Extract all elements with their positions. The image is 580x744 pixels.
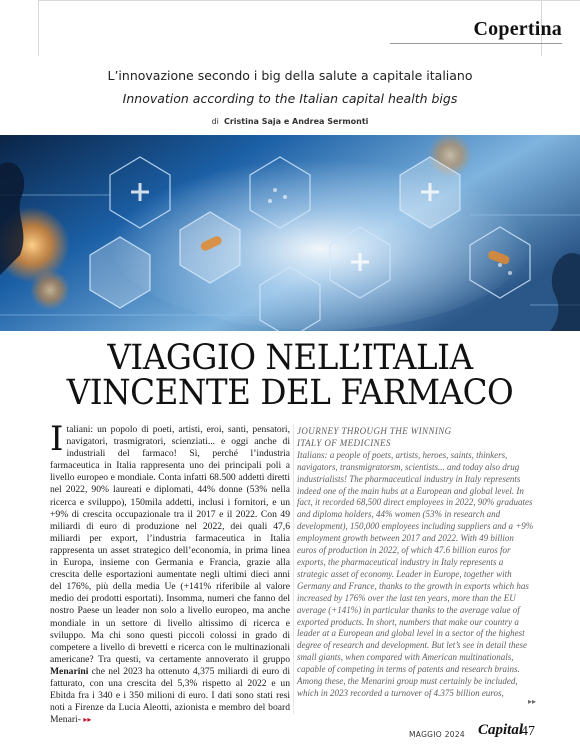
headline-line-2: VINCENTE DEL FARMACO	[66, 373, 514, 413]
byline-prefix: di	[211, 117, 219, 126]
body-italian	[50, 419, 290, 726]
continue-arrow-icon: ▸▸	[83, 715, 92, 725]
page-frame-left	[38, 0, 39, 56]
hero-image	[0, 135, 580, 331]
body-italian-text-b: che nel 2023 ha ottenuto 4,375 miliardi di euro di fatturato, con una crescita del 5,3% rispetto al 2022 e un Ebitda fra i 340 e i 350 milioni di euro. I dati sono stati resi noti a Firenze da Lucia Aleotti, azionista e membro del board Menari-	[50, 665, 290, 726]
body-english	[297, 426, 535, 700]
section-divider	[390, 43, 562, 44]
section-label: Copertina	[473, 18, 562, 40]
drop-cap: I	[50, 419, 64, 459]
headline-line-1: VIAGGIO NELL’ITALIA	[107, 338, 473, 378]
byline-authors: Cristina Saja e Andrea Sermonti	[223, 117, 369, 126]
subtitle-english: Innovation according to the Italian capital health bigs	[122, 91, 458, 106]
page-number: 47	[521, 724, 535, 739]
byline	[0, 117, 580, 126]
english-kicker-2: ITALY OF MEDICINES	[297, 437, 391, 448]
column-separator	[293, 424, 294, 714]
subtitle-italian: L’innovazione secondo i big della salute a capitale italiano	[107, 68, 473, 83]
page-frame-top	[38, 0, 580, 1]
company-name: Menarini	[50, 665, 89, 677]
footer-date: MAGGIO 2024	[409, 730, 465, 739]
english-continue-arrow-icon: ▸▸	[528, 697, 537, 706]
hero-illustration	[0, 135, 580, 331]
body-english-text: Italians: a people of poets, artists, heroes, saints, thinkers, navigators, transmigratorsm, scientists... and today also drug industrialists! The pharmaceutical industry in Italy represents indeed one of the main hubs at a European and global level. In fact, it recorded 68,500 direct employees in 2022, 90% graduates and diploma holders, 44% women (53% in research and development), 150,000 employees including suppliers and a +9% employment growth between 2017 and 2022. With 49 billion euros of production in 2022, of which 47.6 billion euros for exports, the pharmaceutical industry in Italy represents a strategic asset of economy. Leader in Europe, together with Germany and France, thanks to the growth in exports which has increased by 176% over the last ten years, more than the EU average (+141%) in particular thanks to the average value of exported products. In short, numbers that make our country a leader at a European and global level in a sector of the highest degree of research and development. But let’s see in detail these small giants, when compared with American multinationals, capable of competing in terms of patents and research brains. Among these, the Menarini group must certainly be included, which in 2023 recorded a turnover of 4.375 billion euros,	[297, 449, 534, 698]
body-italian-text-a: taliani: un popolo di poeti, artisti, eroi, santi, pensatori, navigatori, trasmigratori, scienziati... e oggi anche di industriali del farmaco! Sì, perché l’industria farmaceutica in Italia rappresenta uno dei principali poli a livello europeo e mondiale. Conta infatti 68.500 addetti diretti nel 2022, 90% laureati e diplomati, 44% donne (53% nella ricerca e sviluppo), 150mila addetti, inclusi i fornitori, e un +9% di crescita occupazionale tra il 2017 e il 2022. Con 49 miliardi di euro di produzione nel 2022, dei quali 47,6 miliardi per export, l’industria farmaceutica in Italia rappresenta un asset strategico dell’economia, in prima linea in Europa, insieme con Germania e Francia, grazie alla crescita delle esportazioni aumentate negli ultimi dieci anni del 176%, più della media Ue (+141% riferibile al valore medio dei prodotti esportati). Insomma, numeri che fanno del nostro Paese un leader non solo a livello europeo, ma anche mondiale in un settore di livello altissimo di ricerca e sviluppo. Ma chi sono questi piccoli colossi in grado di competere a livello di brevetti e ricerca con le multinazionali americane? Tra questi, va certamente annoverato il gruppo	[50, 424, 290, 665]
english-kicker-1: JOURNEY THROUGH THE WINNING	[297, 426, 452, 436]
footer-brand-logo: Capital	[478, 722, 524, 738]
